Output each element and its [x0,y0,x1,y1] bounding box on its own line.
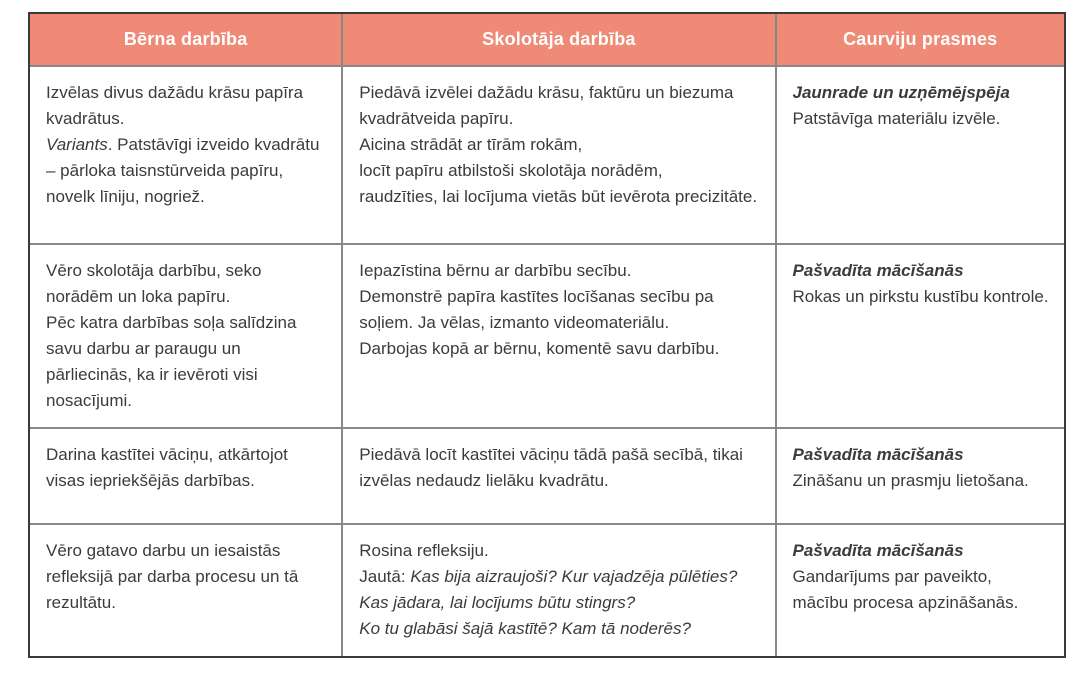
paragraph [793,564,1053,616]
paragraph [793,80,1053,106]
paragraph [46,258,329,310]
text-segment: locīt papīru atbilstoši skolotāja norādēm, [359,161,663,180]
cell-teacher-activity [342,524,775,656]
text-segment: Patstāvīga materiālu izvēle. [792,109,1001,128]
paragraph [46,310,329,414]
cell-child-activity [30,66,342,244]
text-segment: Rosina refleksiju. [359,541,489,560]
paragraph [359,590,762,616]
cell-transversal-skills [776,524,1065,656]
paragraph [359,258,762,284]
table-row [30,428,1064,524]
paragraph [359,132,762,158]
paragraph [359,158,762,184]
paragraph [46,538,329,616]
paragraph [793,538,1053,564]
text-segment: Kas jādara, lai locījums būtu stingrs? [359,593,636,612]
text-segment: Kas bija aizraujoši? Kur vajadzēja pūlēties? [410,567,738,586]
text-segment: Gandarījums par paveikto, mācību procesa apzināšanās. [792,567,1019,612]
text-segment: Izvēlas divus dažādu krāsu papīra kvadrātus. [46,83,304,128]
text-segment: Darina kastītei vāciņu, atkārtojot visas iepriekšējās darbības. [46,445,288,490]
activity-table [30,14,1064,656]
table-row [30,524,1064,656]
header-transversal-skills: Caurviju prasmes [776,14,1065,66]
paragraph [793,442,1053,468]
text-segment: Rokas un pirkstu kustību kontrole. [792,287,1049,306]
text-segment: Pašvadīta mācīšanās [792,541,964,560]
text-segment: Variants [46,135,108,154]
header-teacher-activity: Skolotāja darbība [342,14,775,66]
paragraph [359,80,762,132]
text-segment: Jaunrade un uzņēmējspēja [792,83,1010,102]
cell-teacher-activity [342,244,775,428]
text-segment: Ko tu glabāsi šajā kastītē? Kam tā noderēs? [359,619,691,638]
cell-transversal-skills [776,66,1065,244]
text-segment: Jautā: [359,567,411,586]
paragraph [359,184,762,210]
cell-teacher-activity [342,66,775,244]
text-segment: Pašvadīta mācīšanās [792,261,964,280]
paragraph [793,284,1053,310]
paragraph [46,442,329,494]
text-segment: Pēc katra darbības soļa salīdzina savu darbu ar paraugu un pārliecinās, ka ir ievēroti visi nosacījumi. [46,313,297,410]
text-segment: Piedāvā izvēlei dažādu krāsu, faktūru un biezuma kvadrātveida papīru. [359,83,734,128]
text-segment: Zināšanu un prasmju lietošana. [792,471,1029,490]
paragraph [793,106,1053,132]
header-row [30,14,1064,66]
paragraph [359,442,762,494]
paragraph [359,616,762,642]
paragraph [793,468,1053,494]
paragraph [359,284,762,336]
text-segment: Aicina strādāt ar tīrām rokām, [359,135,583,154]
table-row [30,66,1064,244]
paragraph [793,258,1053,284]
text-segment: Piedāvā locīt kastītei vāciņu tādā pašā secībā, tikai izvēlas nedaudz lielāku kvadrātu. [359,445,743,490]
paragraph [359,564,762,590]
lesson-plan-table [28,12,1066,658]
table-body [30,66,1064,656]
text-segment: . Patstāvīgi izveido kvadrātu – pārloka taisnstūrveida papīru, novelk līniju, nogriež. [46,135,320,206]
text-segment: Vēro skolotāja darbību, seko norādēm un loka papīru. [46,261,262,306]
cell-transversal-skills [776,428,1065,524]
paragraph [46,132,329,210]
cell-child-activity [30,428,342,524]
cell-teacher-activity [342,428,775,524]
cell-child-activity [30,244,342,428]
cell-transversal-skills [776,244,1065,428]
paragraph [359,538,762,564]
paragraph [46,80,329,132]
cell-child-activity [30,524,342,656]
table-row [30,244,1064,428]
text-segment: Darbojas kopā ar bērnu, komentē savu darbību. [359,339,720,358]
text-segment: raudzīties, lai locījuma vietās būt ievērota precizitāte. [359,187,758,206]
header-child-activity: Bērna darbība [30,14,342,66]
text-segment: Demonstrē papīra kastītes locīšanas secību pa soļiem. Ja vēlas, izmanto videomateriālu. [359,287,714,332]
paragraph [359,336,762,362]
text-segment: Pašvadīta mācīšanās [792,445,964,464]
text-segment: Iepazīstina bērnu ar darbību secību. [359,261,632,280]
text-segment: Vēro gatavo darbu un iesaistās refleksijā par darba procesu un tā rezultātu. [46,541,299,612]
